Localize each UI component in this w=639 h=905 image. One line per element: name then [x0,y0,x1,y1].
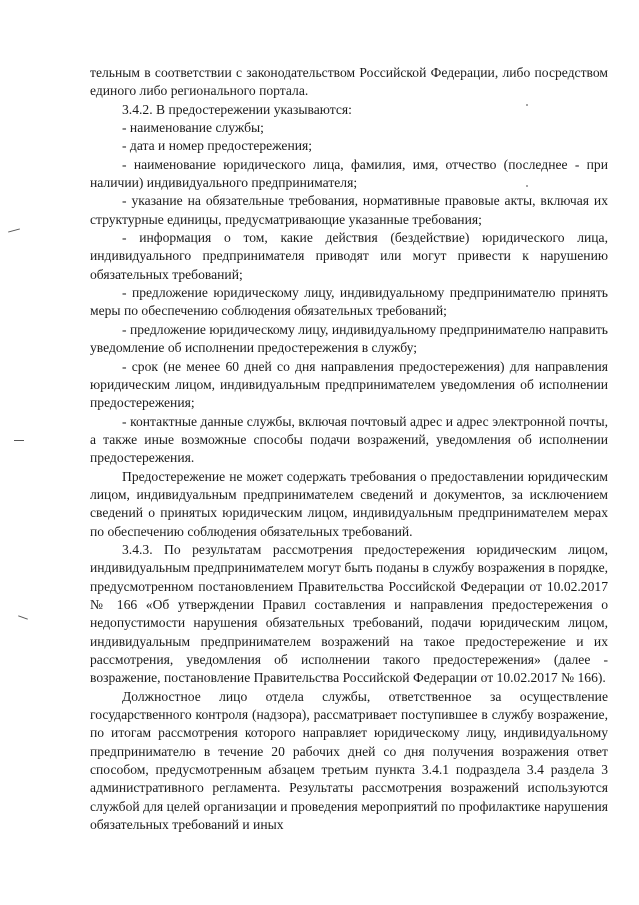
document-body [90,64,608,834]
paragraph: - указание на обязательные требования, нормативные правовые акты, включая их структурные единицы, предусматривающие указанные требования; [90,193,608,227]
scan-speck [526,104,528,106]
margin-mark [18,615,28,619]
scan-speck [526,185,528,187]
paragraph: - дата и номер предостережения; [122,138,313,154]
paragraph: - наименование юридического лица, фамилия, имя, отчество (последнее - при наличии) индивидуального предпринимателя; [90,156,608,191]
paragraph: 3.4.3. По результатам рассмотрения предостережения юридическим лицом, индивидуальным предпринимателем могут быть поданы в службу возражения в порядке, предусмотренном постановлением Правительства Российской Федерации от 10.02.2017 № 166 «Об утверждении Правил составления и направления предостережения о недопустимости нарушения обязательных требований, подачи юридическим лицом, индивидуальным предпринимателем возражений на такое предостережение и их рассмотрения, уведомления об исполнении такого предостережения» (далее - возражение, постановление Правительства Российской Федерации от 10.02.2017 № 166). [90,541,608,686]
paragraph: - срок (не менее 60 дней со дня направления предостережения) для направления юридическим лицом, индивидуальным предпринимателем уведомления об исполнении предостережения; [90,358,608,411]
paragraph: - информация о том, какие действия (бездействие) юридического лица, индивидуального предпринимателя приводят или могут привести к нарушению обязательных требований; [90,230,608,282]
paragraph: тельным в соответствии с законодательством Российской Федерации, либо посредством единого либо регионального портала. [90,65,608,99]
paragraph: Предостережение не может содержать требования о предоставлении юридическим лицом, индивидуальным предпринимателем сведений и документов, за исключением сведений о принятых юридическим лицом, индивидуальным предпринимателем мерах по обеспечению соблюдения обязательных требований. [90,468,608,539]
paragraph: - контактные данные службы, включая почтовый адрес и адрес электронной почты, а также иные возможные способы подачи возражений, уведомления об исполнении предостережения. [90,413,608,466]
margin-mark [8,228,20,232]
margin-mark [14,440,24,441]
paragraph: - наименование службы; [122,120,264,136]
paragraph: 3.4.2. В предостережении указываются: [122,101,352,117]
paragraph: Должностное лицо отдела службы, ответственное за осуществление государственного контроля (надзора), рассматривает поступившее в службу возражение, по итогам рассмотрения которого направляет юридическому лицу, индивидуальному предпринимателю в течение 20 рабочих дней со дня получения возражения ответ способом, предусмотренным абзацем третьим пункта 3.4.1 подраздела 3.4 раздела 3 административного регламента. Результаты рассмотрения возражений используются службой для целей организации и проведения мероприятий по профилактике нарушения обязательных требований и иных [90,688,608,833]
paragraph: - предложение юридическому лицу, индивидуальному предпринимателю направить уведомление об исполнении предостережения в службу; [90,321,608,356]
paragraph: - предложение юридическому лицу, индивидуальному предпринимателю принять меры по обеспечению соблюдения обязательных требований; [90,285,608,319]
